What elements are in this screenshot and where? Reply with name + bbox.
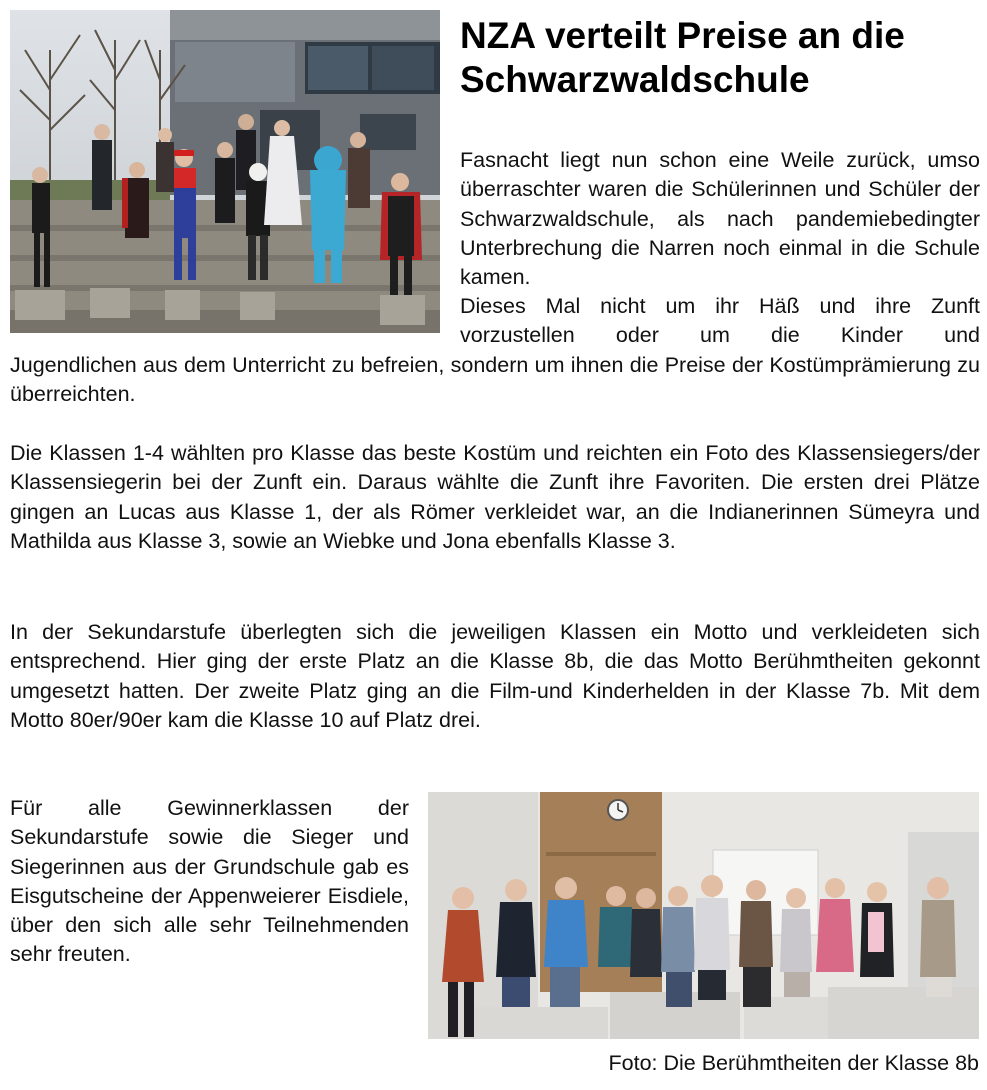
paragraph-intro-continued: Dieses Mal nicht um ihr Häß und ihre Zunft vorzustellen oder um die Kinder und bbox=[460, 294, 980, 348]
costume-group-photo-illustration bbox=[10, 10, 440, 333]
class-8b-group-photo-illustration bbox=[428, 792, 979, 1039]
article-headline: NZA verteilt Preise an die Schwarzwaldschule bbox=[460, 15, 905, 100]
costume-group-photo bbox=[10, 10, 440, 333]
paragraph-intro-end: Jugendlichen aus dem Unterricht zu befreien, sondern um ihnen die Preise der Kostümprämierung zu überreichten. bbox=[10, 353, 980, 407]
paragraph-ice-cream-vouchers: Für alle Gewinnerklassen der Sekundarstufe sowie die Sieger und Siegerinnen aus der Grundschule gab es Eisgutscheine der Appenweierer Eisdiele, über den sich alle sehr Teilnehmenden sehr freuten. bbox=[10, 796, 409, 967]
class-8b-group-photo bbox=[428, 792, 979, 1039]
paragraph-intro: Fasnacht liegt nun schon eine Weile zurück, umso überraschter waren die Schülerinnen und Schüler der Schwarzwaldschule, als nach pandemiebedingter Unterbrechung die Narren noch einmal in die Schule kamen. bbox=[460, 148, 980, 290]
photo-caption: Foto: Die Berühmtheiten der Klasse 8b bbox=[608, 1051, 979, 1075]
paragraph-primary-school-winners: Die Klassen 1-4 wählten pro Klasse das beste Kostüm und reichten ein Foto des Klassensiegers/der Klassensiegerin bei der Zunft ein. Daraus wählte die Zunft ihre Favoriten. Die ersten drei Plätze gingen an Lucas aus Klasse 1, der als Römer verkleidet war, an die Indianerinnen Sümeyra und Mathilda aus Klasse 3, sowie an Wiebke und Jona ebenfalls Klasse 3. bbox=[10, 441, 980, 553]
paragraph-secondary-school-winners: In der Sekundarstufe überlegten sich die jeweiligen Klassen ein Motto und verkleideten sich entsprechend. Hier ging der erste Platz an die Klasse 8b, die das Motto Berühmtheiten gekonnt umgesetzt hatten. Der zweite Platz ging an die Film-und Kinderhelden in der Klasse 7b. Mit dem Motto 80er/90er kam die Klasse 10 auf Platz drei. bbox=[10, 620, 980, 732]
